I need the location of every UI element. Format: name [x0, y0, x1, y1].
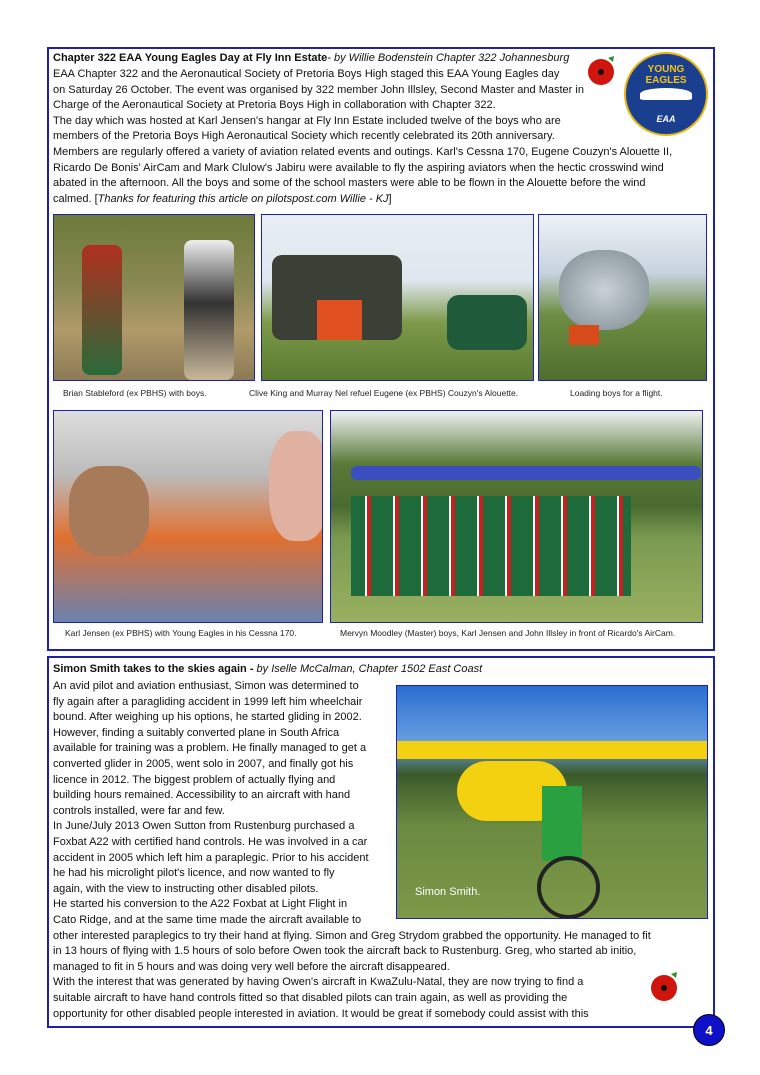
text-line: bound. After weighing up his options, he started gliding in 2002.	[53, 711, 362, 724]
logo-sub: EAA	[656, 114, 676, 124]
text-line: He started his conversion to the A22 Foxbat at Light Flight in	[53, 898, 348, 911]
article1-heading	[53, 51, 569, 67]
photo-loading-boys	[538, 214, 707, 381]
article2-heading	[53, 662, 482, 678]
photo-caption-simon: Simon Smith.	[415, 886, 481, 898]
text-line: In June/July 2013 Owen Sutton from Rustenburg purchased a	[53, 820, 355, 833]
text-line: With the interest that was generated by having Owen's aircraft in KwaZulu-Natal, they are now trying to find a	[53, 976, 584, 989]
text-line: building hours remained. Accessibility to an aircraft with hand	[53, 789, 351, 802]
text-line: on Saturday 26 October. The event was organised by 322 member John Illsley, Second Master and Master in	[53, 83, 584, 96]
text-line: licence in 2012. The biggest problem of actually flying and	[53, 773, 336, 786]
eagle-icon	[640, 88, 692, 100]
text-line: managed to fit in 5 hours and was doing very well before the aircraft disappeared.	[53, 960, 450, 973]
caption-photo-2: Clive King and Murray Nel refuel Eugene (ex PBHS) Couzyn's Alouette.	[249, 388, 519, 398]
text-line: The day which was hosted at Karl Jensen's hangar at Fly Inn Estate included twelve of the boys who are	[53, 114, 561, 127]
logo-text: YOUNG EAGLES	[645, 64, 687, 86]
article1-title: Chapter 322 EAA Young Eagles Day at Fly Inn Estate	[53, 52, 328, 64]
page-number-badge: 4	[693, 1014, 725, 1046]
text-line: An avid pilot and aviation enthusiast, Simon was determined to	[53, 680, 359, 692]
photo-group-aircam	[330, 410, 703, 623]
article1-last-line	[53, 192, 392, 208]
text-line: available for training was a problem. He finally managed to get a	[53, 742, 367, 755]
text-line: Foxbat A22 with certified hand controls. He was involved in a car	[53, 836, 368, 848]
caption-photo-5: Mervyn Moodley (Master) boys, Karl Jensen and John Illsley in front of Ricardo's AirCam.	[340, 628, 676, 638]
photo-cessna-cockpit	[53, 410, 323, 623]
text-line: again, with the view to instructing other disabled pilots.	[53, 882, 319, 895]
text-line: opportunity for other disabled people interested in aviation. It would be great if somebody could assist with this	[53, 1007, 589, 1020]
text: ]	[388, 193, 392, 205]
text-line: other interested paraplegics to try their hand at flying. Simon and Greg Strydom grabbed the opportunity. He managed to fit	[53, 929, 651, 942]
text-line: Cato Ridge, and at the same time made the aircraft available to	[53, 914, 362, 926]
caption-photo-1: Brian Stableford (ex PBHS) with boys.	[63, 388, 207, 398]
article2-byline: by Iselle McCalman, Chapter 1502 East Coast	[253, 663, 483, 675]
photo-refuel-alouette	[261, 214, 534, 381]
text-line: he had his microlight pilot's licence, and now wanted to fly	[53, 867, 335, 880]
caption-photo-4: Karl Jensen (ex PBHS) with Young Eagles in his Cessna 170.	[65, 628, 297, 638]
article1-byline: - by Willie Bodenstein Chapter 322 Johannesburg	[327, 52, 570, 64]
text-line: converted glider in 2005, went solo in 2007, and finally got his	[53, 758, 354, 770]
text-line: controls installed, were far and few.	[53, 804, 225, 817]
text-line: EAA Chapter 322 and the Aeronautical Society of Pretoria Boys High staged this EAA Young Eagles day	[53, 68, 560, 80]
credit-note: Thanks for featuring this article on pilotspost.com Willie - KJ	[97, 193, 389, 205]
caption-photo-3: Loading boys for a flight.	[570, 388, 663, 398]
text-line: However, finding a suitably converted plane in South Africa	[53, 726, 340, 739]
article2-title: Simon Smith takes to the skies again -	[53, 663, 254, 675]
young-eagles-logo	[624, 52, 708, 136]
text-line: fly again after a paragliding accident in 1999 left him wheelchair	[53, 695, 363, 708]
text-line: Ricardo De Bonis' AirCam and Mark Clulow's Jabiru were available to fly the aspiring aviators when the hectic crosswind wind	[53, 161, 664, 174]
photo-braai	[53, 214, 255, 381]
photo-simon-foxbat	[396, 685, 708, 919]
text-line: Charge of the Aeronautical Society at Pretoria Boys High in collaboration with Chapter 322.	[53, 99, 496, 112]
text-line: accident in 2005 which left him a paraplegic. Prior to his accident	[53, 851, 369, 864]
poppy-icon	[649, 970, 681, 1002]
text-line: abated in the afternoon. All the boys and some of the school masters were able to be flown in the Alouette before the wind	[53, 177, 646, 190]
text-line: Members are regularly offered a variety of aviation related events and outings. Karl's Cessna 170, Eugene Couzyn's Alouette II,	[53, 146, 673, 158]
text-line: in 13 hours of flying with 1.5 hours of solo before Owen took the aircraft back to Rustenburg. Greg, who started ab initio,	[53, 945, 637, 958]
poppy-icon	[586, 54, 618, 86]
text-line: suitable aircraft to have hand controls fitted so that disabled pilots can train again, as well as providing the	[53, 992, 568, 1004]
text: calmed. [	[53, 193, 98, 205]
text-line: members of the Pretoria Boys High Aeronautical Society which recently celebrated its 20th anniversary.	[53, 130, 555, 143]
